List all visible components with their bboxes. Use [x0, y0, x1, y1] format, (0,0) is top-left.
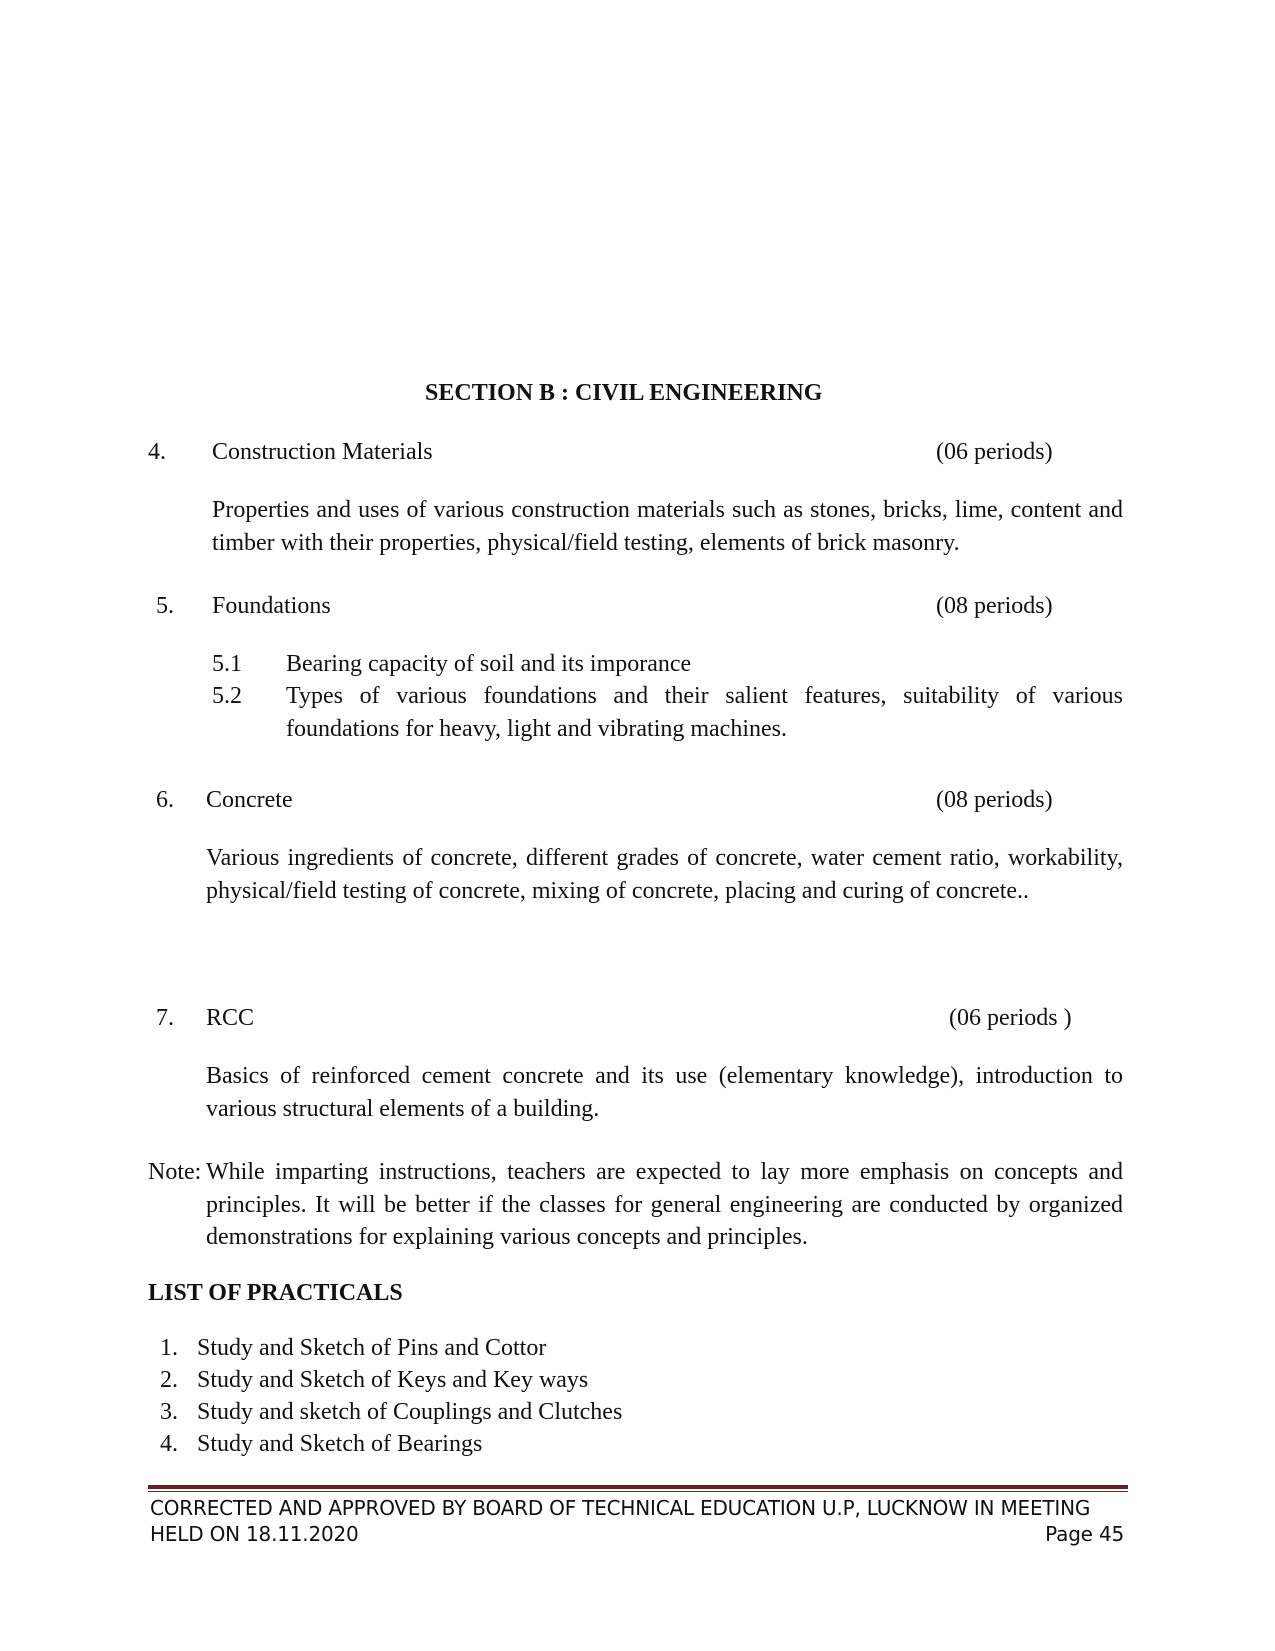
topic-7-periods: (06 periods )	[949, 1005, 1072, 1031]
practical-2-number: 2.	[160, 1367, 178, 1393]
footer-line-2: HELD ON 18.11.2020	[150, 1522, 359, 1546]
practical-3-number: 3.	[160, 1399, 178, 1425]
practicals-heading: LIST OF PRACTICALS	[148, 1280, 403, 1306]
topic-5-number: 5.	[156, 593, 174, 619]
subitem-5-2-text: Types of various foundations and their salient features, suitability of various foundations for heavy, light and vibrating machines.	[286, 683, 1123, 742]
practical-4-number: 4.	[160, 1431, 178, 1457]
practical-1-number: 1.	[160, 1335, 178, 1361]
practical-4-text: Study and Sketch of Bearings	[197, 1431, 483, 1457]
topic-6-number: 6.	[156, 787, 174, 813]
topic-6-description: Various ingredients of concrete, different grades of concrete, water cement ratio, workability, physical/field testing of concrete, mixing of concrete, placing and curing of concrete..	[206, 845, 1123, 904]
footer-rule-thin	[148, 1491, 1128, 1492]
practical-3-text: Study and sketch of Couplings and Clutches	[197, 1399, 623, 1425]
footer-page-number: Page 45	[1045, 1522, 1124, 1546]
topic-4-number: 4.	[148, 439, 166, 465]
topic-6-title: Concrete	[206, 787, 293, 813]
practical-1-text: Study and Sketch of Pins and Cottor	[197, 1335, 547, 1361]
topic-6-periods: (08 periods)	[936, 787, 1053, 813]
topic-7-number: 7.	[156, 1005, 174, 1031]
footer-line-1: CORRECTED AND APPROVED BY BOARD OF TECHNICAL EDUCATION U.P, LUCKNOW IN MEETING	[150, 1496, 1091, 1520]
subitem-5-1-number: 5.1	[212, 651, 242, 677]
footer-rule-thick	[148, 1485, 1128, 1489]
topic-4-description: Properties and uses of various construction materials such as stones, bricks, lime, content and timber with their properties, physical/field testing, elements of brick masonry.	[212, 497, 1123, 556]
note-text: While imparting instructions, teachers are expected to lay more emphasis on concepts and principles. It will be better if the classes for general engineering are conducted by organized demonstrations for explaining various concepts and principles.	[206, 1159, 1123, 1250]
topic-5-title: Foundations	[212, 593, 331, 619]
note-label: Note:	[148, 1159, 202, 1185]
topic-4-periods: (06 periods)	[936, 439, 1053, 465]
topic-7-title: RCC	[206, 1005, 255, 1031]
subitem-5-1-text: Bearing capacity of soil and its imporance	[286, 651, 692, 677]
topic-4-title: Construction Materials	[212, 439, 433, 465]
section-title: SECTION B : CIVIL ENGINEERING	[425, 380, 823, 406]
topic-7-description: Basics of reinforced cement concrete and its use (elementary knowledge), introduction to various structural elements of a building.	[206, 1063, 1123, 1122]
subitem-5-2-number: 5.2	[212, 683, 242, 709]
topic-5-periods: (08 periods)	[936, 593, 1053, 619]
practical-2-text: Study and Sketch of Keys and Key ways	[197, 1367, 589, 1393]
